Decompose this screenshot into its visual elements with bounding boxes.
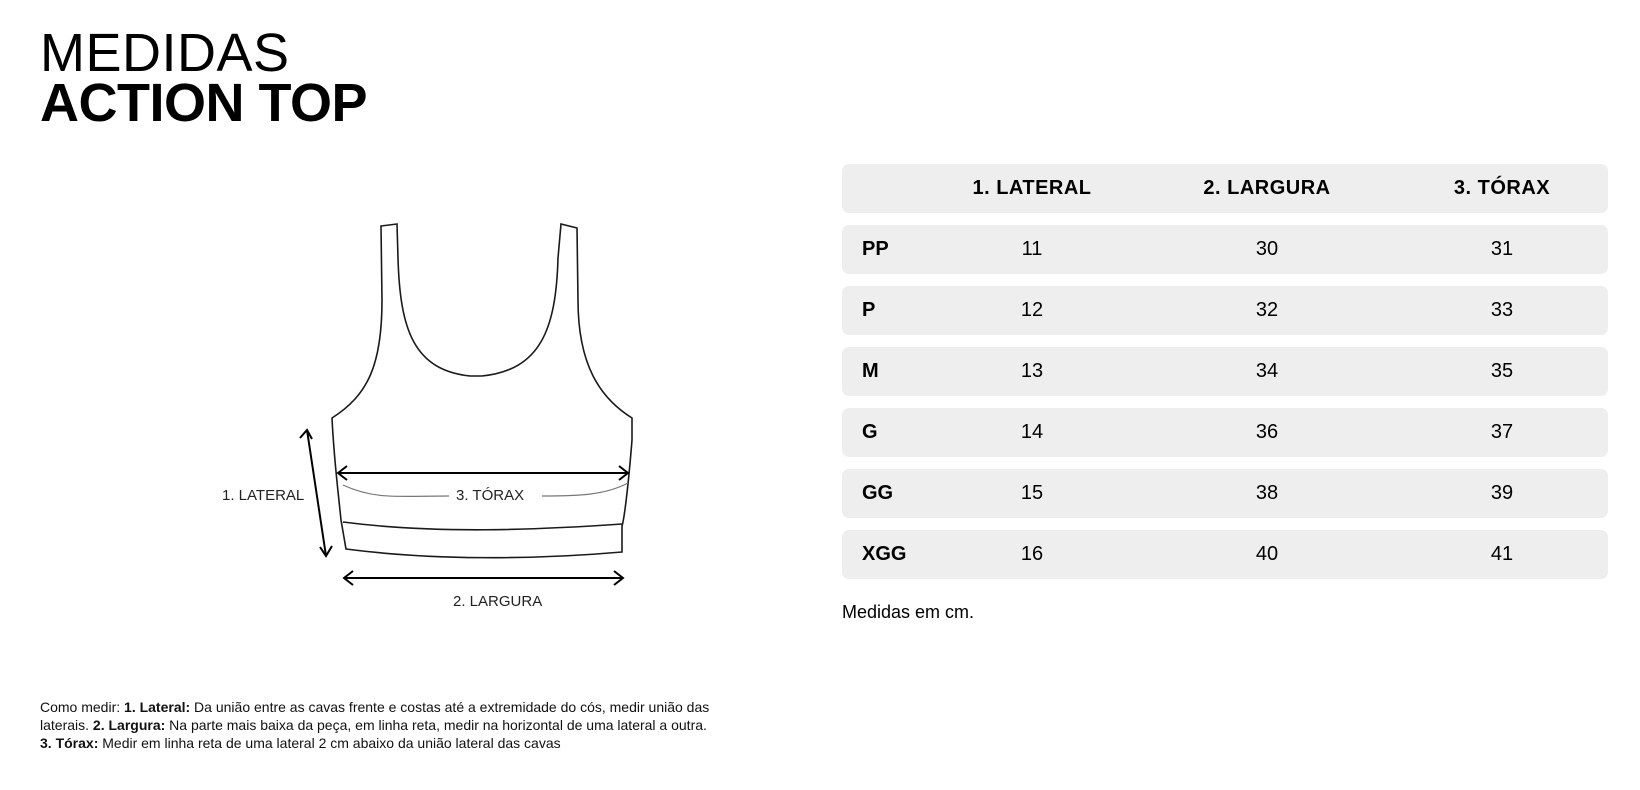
garment-diagram (200, 200, 680, 620)
largura-value: 40 (1255, 543, 1279, 565)
lateral-value: 14 (1020, 421, 1044, 443)
header-largura: 2. LARGURA (1203, 177, 1331, 199)
size-label: M (862, 360, 879, 382)
instructions-lateral-label: 1. Lateral: (124, 699, 191, 715)
instructions-largura-label: 2. Largura: (92, 717, 166, 733)
torax-value: 31 (1490, 238, 1514, 260)
lateral-value: 16 (1020, 543, 1044, 565)
table-row (842, 286, 1608, 335)
size-label: P (862, 299, 876, 321)
torax-value: 39 (1490, 482, 1514, 504)
label-lateral: 1. LATERAL (222, 487, 305, 504)
page-title-line1: MEDIDAS (40, 23, 290, 83)
torax-value: 33 (1490, 299, 1514, 321)
lateral-arrow (307, 430, 326, 556)
label-torax: 3. TÓRAX (456, 487, 525, 504)
largura-value: 32 (1255, 299, 1279, 321)
largura-value: 38 (1255, 482, 1279, 504)
label-largura: 2. LARGURA (453, 593, 543, 610)
torax-value: 37 (1490, 421, 1514, 443)
instructions-largura-text: Na parte mais baixa da peça, em linha reta, medir na horizontal de uma lateral a outra. (165, 717, 707, 733)
lateral-value: 15 (1020, 482, 1044, 504)
instructions-torax-label: 3. Tórax: (40, 735, 99, 751)
table-row (842, 469, 1608, 518)
lateral-value: 12 (1020, 299, 1044, 321)
torax-value: 35 (1490, 360, 1514, 382)
header-torax: 3. TÓRAX (1453, 177, 1551, 199)
table-row (842, 347, 1608, 396)
units-note: Medidas em cm. (842, 602, 975, 622)
size-label: G (862, 421, 878, 443)
size-label: XGG (862, 543, 907, 565)
page-title-line2: ACTION TOP (40, 73, 368, 133)
table-row (842, 225, 1608, 274)
torax-value: 41 (1490, 543, 1514, 565)
measuring-instructions (40, 698, 740, 752)
table-row (842, 408, 1608, 457)
action-top-illustration (200, 200, 680, 620)
lateral-value: 13 (1020, 360, 1044, 382)
instructions-torax-text: Medir em linha reta de uma lateral 2 cm abaixo da união lateral das cavas (98, 735, 561, 751)
size-table (842, 164, 1608, 591)
table-header-row (842, 164, 1608, 213)
largura-value: 30 (1255, 238, 1279, 260)
garment-outline (332, 224, 632, 558)
largura-value: 36 (1255, 421, 1279, 443)
size-label: PP (862, 238, 889, 260)
table-row (842, 530, 1608, 579)
lateral-arrowhead-top (300, 430, 312, 439)
lateral-value: 11 (1021, 238, 1043, 260)
instructions-intro: Como medir: (40, 699, 125, 715)
header-lateral: 1. LATERAL (972, 177, 1092, 199)
size-label: GG (862, 482, 894, 504)
instructions-lateral-text: Da união entre as cavas frente e costas até a extremidade do cós, medir união das laterais. (40, 699, 710, 733)
largura-value: 34 (1255, 360, 1279, 382)
